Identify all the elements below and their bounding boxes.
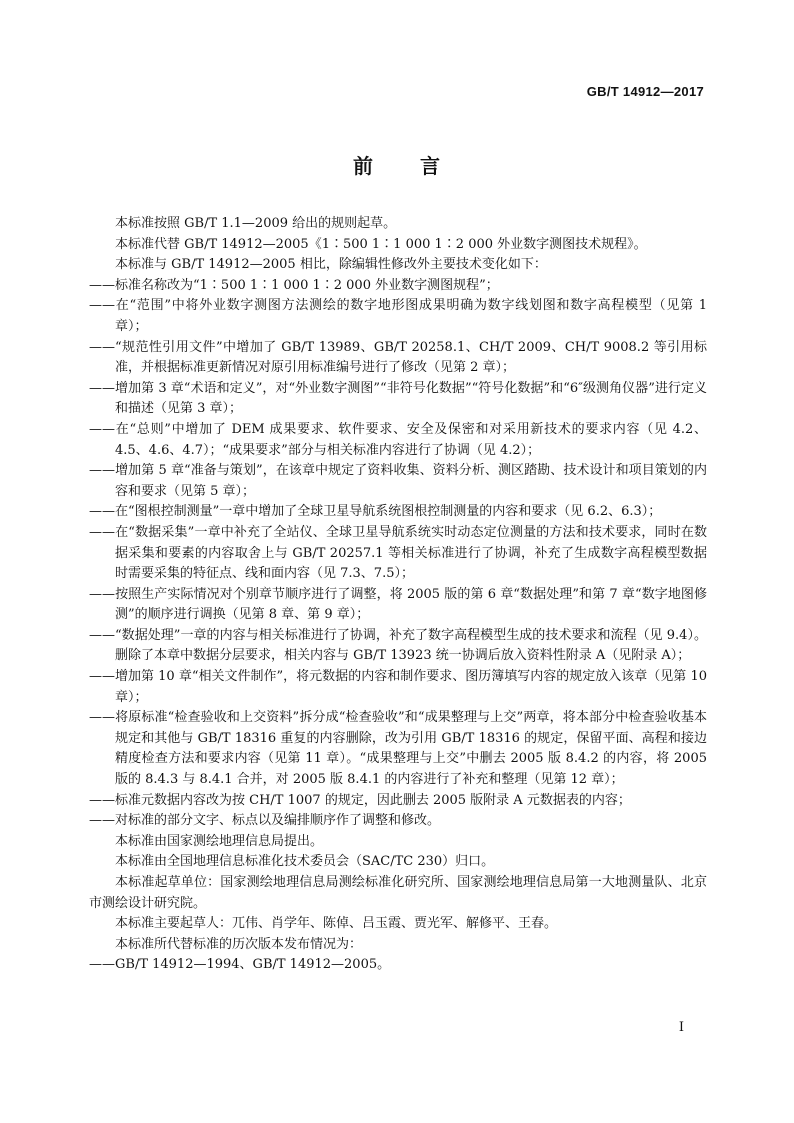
paragraph: 本标准由国家测绘地理信息局提出。	[115, 833, 324, 849]
foreword-body	[89, 214, 707, 976]
change-item: ——按照生产实际情况对个别章节顺序进行了调整，将 2005 版的第 6 章“数据处理”和第 7 章“数字地图修测”的顺序进行调换（见第 8 章、第 9 章）；	[89, 586, 707, 623]
paragraph: 本标准由全国地理信息标准化技术委员会（SAC/TC 230）归口。	[115, 854, 495, 870]
paragraph: 本标准按照 GB/T 1.1—2009 给出的规则起草。	[115, 216, 397, 231]
title-char-1: 前	[353, 154, 374, 178]
change-item: ——对标准的部分文字、标点以及编排顺序作了调整和修改。	[89, 813, 441, 829]
history-item: ——GB/T 14912—1994、GB/T 14912—2005。	[89, 957, 391, 973]
change-item: ——在“数据采集”一章中补充了全站仪、全球卫星导航系统实时动态定位测量的方法和技术要求，同时在数据采集和要素的内容取舍上与 GB/T 20257.1 等相关标准进行了协调，补充了生成数字高程模型数据时需要采集的特征点、线和面内容（见 7.3、7.5）；	[89, 524, 707, 582]
paragraph: 本标准所代替标准的历次版本发布情况为：	[115, 936, 363, 952]
standard-number: GB/T 14912—2017	[586, 84, 704, 99]
change-item: ——增加第 5 章“准备与策划”，在该章中规定了资料收集、资料分析、测区踏勘、技术设计和项目策划的内容和要求（见第 5 章）；	[89, 463, 707, 499]
change-item: ——将原标准“检查验收和上交资料”拆分成“检查验收”和“成果整理与上交”两章，将本部分中检查验收基本规定和其他与 GB/T 18316 重复的内容删除，改为引用 GB/T 18316 的规定，保留平面、高程和接边精度检查方法和要求内容（见第 11 章）。“成果整理与上交”中删去 2005 版 8.4.2 的内容，将 2005 版的 8.4.3 与 8.4.1 合并，对 2005 版 8.4.1 的内容进行了补充和整理（见第 12 章）；	[89, 710, 707, 788]
change-item: ——增加第 3 章“术语和定义”，对“外业数字测图”“非符号化数据”“符号化数据”和“6″级测角仪器”进行定义和描述（见第 3 章）；	[89, 380, 707, 417]
change-item: ——在“范围”中将外业数字测图方法测绘的数字地形图成果明确为数字线划图和数字高程模型（见第 1 章）；	[89, 298, 707, 334]
change-item: ——在“总则”中增加了 DEM 成果要求、软件要求、安全及保密和对采用新技术的要求内容（见 4.2、4.5、4.6、4.7）；“成果要求”部分与相关标准内容进行了协调（见 4.2）；	[89, 421, 707, 458]
paragraph: 本标准与 GB/T 14912—2005 相比，除编辑性修改外主要技术变化如下：	[115, 257, 547, 273]
title-char-2: 言	[420, 154, 441, 178]
paragraph: 本标准代替 GB/T 14912—2005《1∶500 1∶1 000 1∶2 000 外业数字测图技术规程》。	[115, 236, 647, 252]
change-item: ——标准元数据内容改为按 CH/T 1007 的规定，因此删去 2005 版附录 A 元数据表的内容；	[89, 792, 631, 808]
change-item: ——“规范性引用文件”中增加了 GB/T 13989、GB/T 20258.1、CH/T 2009、CH/T 9008.2 等引用标准，并根据标准更新情况对原引用标准编号进行了修改（见第 2 章）；	[89, 339, 707, 376]
change-item: ——在“图根控制测量”一章中增加了全球卫星导航系统图根控制测量的内容和要求（见 6.2、6.3）；	[89, 504, 662, 520]
change-item: ——增加第 10 章“相关文件制作”，将元数据的内容和制作要求、图历簿填写内容的规定放入该章（见第 10 章）；	[89, 669, 707, 705]
paragraph: 本标准起草单位：国家测绘地理信息局测绘标准化研究所、国家测绘地理信息局第一大地测量队、北京市测绘设计研究院。	[89, 875, 707, 911]
page-number: I	[678, 1020, 684, 1035]
page-title	[0, 150, 794, 179]
paragraph: 本标准主要起草人：兀伟、肖学年、陈倬、吕玉霞、贾光军、解修平、王春。	[115, 916, 558, 932]
change-item: ——标准名称改为“1∶500 1∶1 000 1∶2 000 外业数字测图规程”；	[89, 277, 499, 293]
change-item: ——“数据处理”一章的内容与相关标准进行了协调，补充了数字高程模型生成的技术要求和流程（见 9.4）。删除了本章中数据分层要求，相关内容与 GB/T 13923 统一协调后放入资料性附录 A（见附录 A）；	[89, 627, 707, 664]
